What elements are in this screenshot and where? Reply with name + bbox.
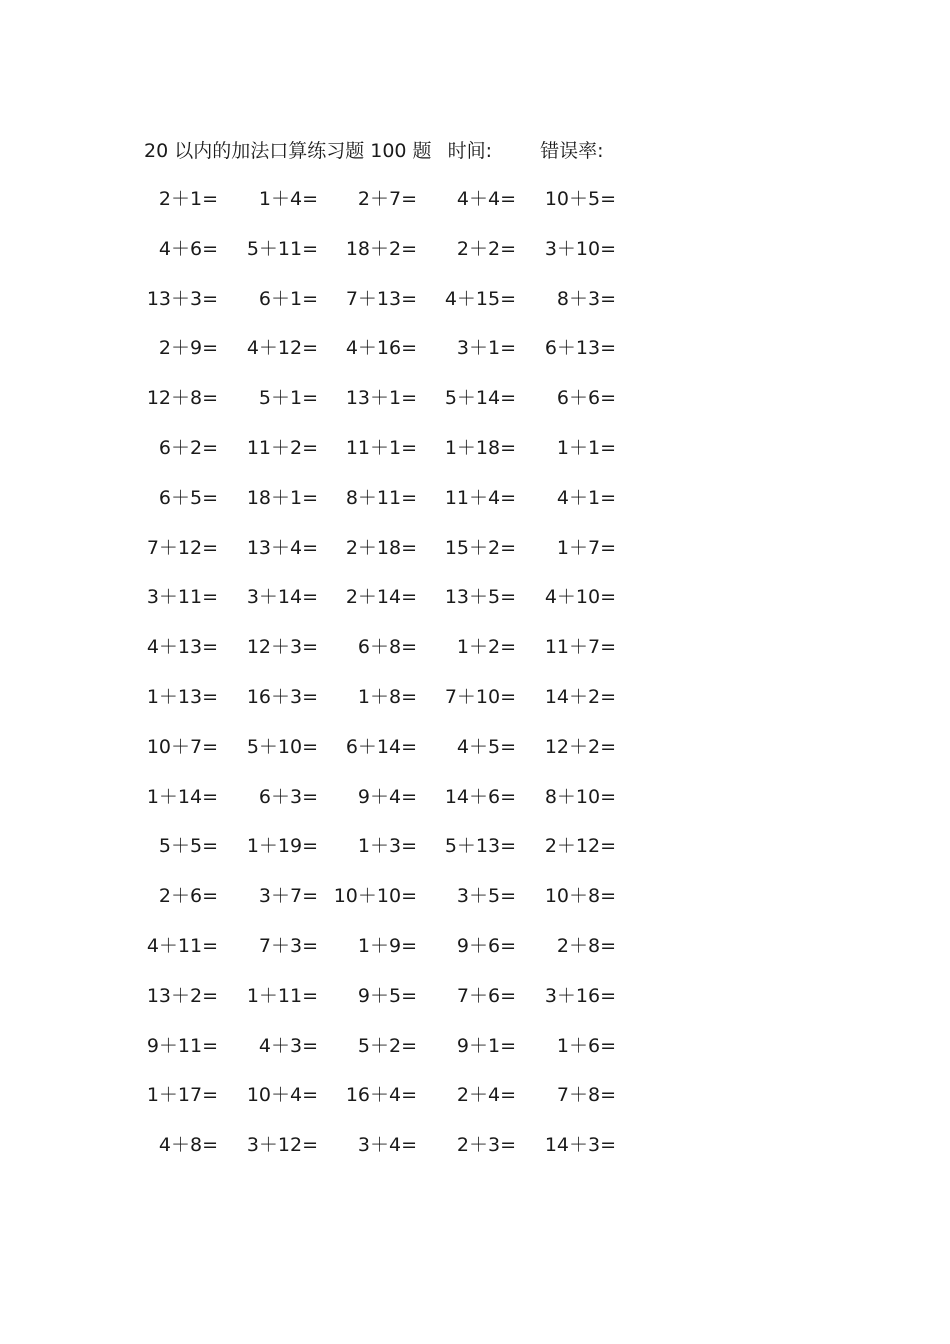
problem-item: 7＋3= [258, 935, 318, 957]
problem-item: 10＋10= [333, 885, 417, 908]
problem-item: 1＋2= [456, 636, 516, 659]
problem-item: 7＋8= [556, 1084, 616, 1107]
problem-item: 11＋7= [544, 636, 616, 659]
problem-item: 1＋1= [556, 437, 616, 459]
problem-item: 6＋5= [158, 486, 218, 509]
problem-item: 2＋8= [556, 935, 616, 957]
problem-item: 6＋14= [345, 735, 417, 758]
problem-item: 5＋1= [258, 387, 318, 410]
problem-item: 11＋2= [246, 437, 318, 459]
problem-item: 1＋7= [556, 536, 616, 559]
problem-item: 6＋13= [544, 337, 616, 360]
problem-row [0, 284, 950, 314]
problem-item: 5＋2= [357, 1034, 417, 1057]
problem-item: 9＋4= [357, 785, 417, 808]
problem-item: 3＋7= [258, 885, 318, 908]
problem-row [0, 234, 950, 264]
problem-row [0, 1130, 950, 1160]
problem-item: 7＋13= [345, 287, 417, 310]
problem-item: 3＋16= [544, 984, 616, 1007]
problem-item: 6＋1= [258, 287, 318, 310]
problem-item: 4＋4= [456, 188, 516, 210]
problem-row [0, 981, 950, 1011]
problem-item: 2＋2= [456, 237, 516, 260]
problem-item: 7＋12= [146, 536, 218, 559]
problem-item: 11＋4= [444, 486, 516, 509]
problem-item: 1＋3= [357, 835, 417, 858]
problem-item: 10＋8= [544, 885, 616, 908]
problem-item: 7＋10= [444, 686, 516, 708]
problem-item: 5＋14= [444, 387, 516, 410]
problem-item: 16＋3= [246, 686, 318, 708]
problem-item: 2＋12= [544, 835, 616, 858]
problem-item: 13＋3= [146, 287, 218, 310]
time-label: 时间: [447, 140, 493, 162]
problem-row [0, 483, 950, 513]
problem-item: 1＋13= [146, 686, 218, 708]
problem-item: 2＋18= [345, 536, 417, 559]
problem-item: 6＋6= [556, 387, 616, 410]
problem-row [0, 1031, 950, 1061]
problem-item: 9＋1= [456, 1034, 516, 1057]
problem-item: 14＋6= [444, 785, 516, 808]
problem-item: 4＋6= [158, 237, 218, 260]
problem-item: 4＋12= [246, 337, 318, 360]
problem-item: 1＋8= [357, 686, 417, 708]
problem-row [0, 582, 950, 612]
problem-item: 3＋12= [246, 1134, 318, 1157]
problem-item: 1＋17= [146, 1084, 218, 1107]
problem-item: 2＋3= [456, 1134, 516, 1157]
problem-item: 8＋3= [556, 287, 616, 310]
problem-row [0, 782, 950, 812]
problem-item: 7＋6= [456, 984, 516, 1007]
problem-row [0, 533, 950, 563]
problem-item: 6＋3= [258, 785, 318, 808]
problem-item: 4＋5= [456, 735, 516, 758]
problem-item: 1＋14= [146, 785, 218, 808]
problem-item: 2＋9= [158, 337, 218, 360]
problem-item: 5＋11= [246, 237, 318, 260]
problem-row [0, 383, 950, 413]
problem-item: 2＋4= [456, 1084, 516, 1107]
problem-item: 3＋10= [544, 237, 616, 260]
problem-item: 5＋13= [444, 835, 516, 858]
problem-item: 12＋2= [544, 735, 616, 758]
problem-item: 3＋1= [456, 337, 516, 360]
problem-row [0, 632, 950, 662]
problem-item: 8＋11= [345, 486, 417, 509]
problem-item: 18＋1= [246, 486, 318, 509]
problem-item: 4＋3= [258, 1034, 318, 1057]
problem-row [0, 831, 950, 861]
problem-item: 4＋10= [544, 586, 616, 609]
problem-item: 3＋4= [357, 1134, 417, 1157]
problem-item: 1＋6= [556, 1034, 616, 1057]
problem-item: 9＋6= [456, 935, 516, 957]
problem-item: 8＋10= [544, 785, 616, 808]
problem-item: 1＋18= [444, 437, 516, 459]
problem-item: 1＋11= [246, 984, 318, 1007]
problem-row [0, 433, 950, 463]
problem-item: 4＋1= [556, 486, 616, 509]
problem-item: 15＋2= [444, 536, 516, 559]
problem-item: 10＋7= [146, 735, 218, 758]
problem-item: 12＋3= [246, 636, 318, 659]
problem-row [0, 682, 950, 712]
problem-item: 6＋8= [357, 636, 417, 659]
problem-item: 2＋14= [345, 586, 417, 609]
problem-item: 1＋19= [246, 835, 318, 858]
problem-item: 6＋2= [158, 437, 218, 459]
problem-item: 9＋11= [146, 1034, 218, 1057]
problem-item: 3＋11= [146, 586, 218, 609]
worksheet-title: 20 以内的加法口算练习题 100 题 [144, 140, 432, 162]
problem-row [0, 881, 950, 911]
problem-item: 4＋16= [345, 337, 417, 360]
problem-item: 18＋2= [345, 237, 417, 260]
error-rate-label: 错误率: [540, 140, 604, 162]
problem-item: 1＋4= [258, 188, 318, 210]
problem-item: 4＋15= [444, 287, 516, 310]
problem-item: 5＋5= [158, 835, 218, 858]
problem-row [0, 184, 950, 214]
problem-item: 14＋3= [544, 1134, 616, 1157]
problem-item: 11＋1= [345, 437, 417, 459]
problem-item: 3＋5= [456, 885, 516, 908]
problem-item: 13＋1= [345, 387, 417, 410]
problem-item: 4＋11= [146, 935, 218, 957]
problem-item: 2＋1= [158, 188, 218, 210]
problem-row [0, 931, 950, 961]
problem-item: 1＋9= [357, 935, 417, 957]
problem-item: 10＋4= [246, 1084, 318, 1107]
problem-item: 4＋13= [146, 636, 218, 659]
problem-item: 4＋8= [158, 1134, 218, 1157]
problem-item: 3＋14= [246, 586, 318, 609]
problem-item: 13＋2= [146, 984, 218, 1007]
problem-item: 14＋2= [544, 686, 616, 708]
problem-item: 2＋6= [158, 885, 218, 908]
problem-item: 10＋5= [544, 188, 616, 210]
problem-item: 13＋4= [246, 536, 318, 559]
problem-item: 5＋10= [246, 735, 318, 758]
problem-item: 16＋4= [345, 1084, 417, 1107]
problem-item: 12＋8= [146, 387, 218, 410]
problem-item: 9＋5= [357, 984, 417, 1007]
problem-item: 13＋5= [444, 586, 516, 609]
problem-row [0, 1080, 950, 1110]
problem-item: 2＋7= [357, 188, 417, 210]
problem-row [0, 732, 950, 762]
problem-row [0, 333, 950, 363]
